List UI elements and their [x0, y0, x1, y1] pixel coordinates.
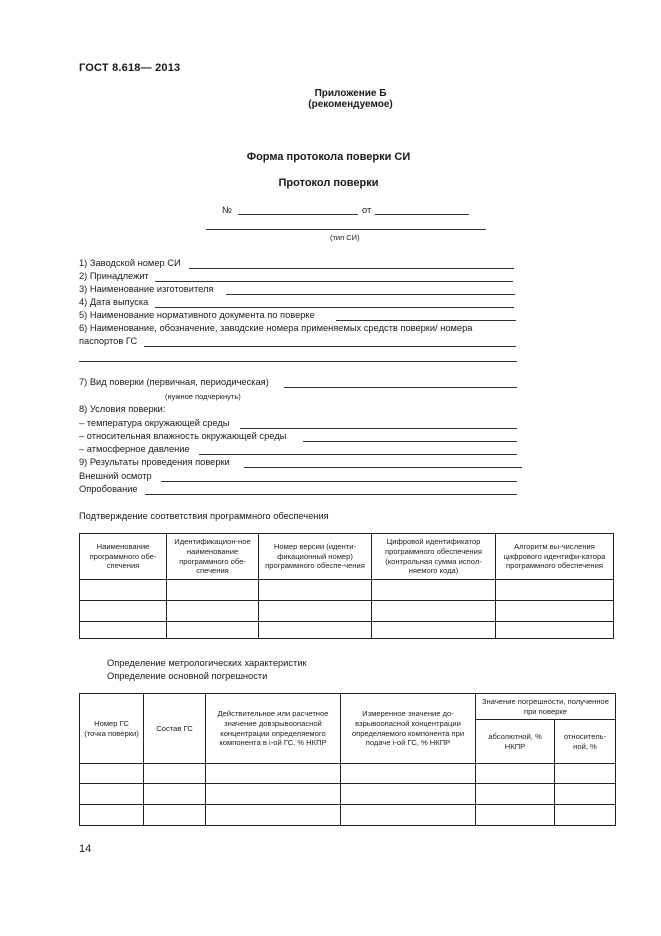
table-cell[interactable] — [80, 622, 167, 639]
table-cell[interactable] — [259, 580, 372, 601]
table-cell[interactable] — [372, 580, 496, 601]
table-cell[interactable] — [341, 805, 476, 826]
table-cell[interactable] — [555, 805, 616, 826]
field-humidity-input[interactable] — [303, 441, 517, 442]
table-cell[interactable] — [206, 764, 341, 784]
software-col-version: Номер версии (иденти-фикационный номер) программного обеспе-чения — [259, 534, 372, 580]
field-conditions-label: 8) Условия поверки: — [79, 404, 166, 414]
field-owner-label: 2) Принадлежит — [79, 271, 149, 281]
error-col-relative: относитель-ной, % — [555, 720, 616, 764]
form-title: Форма протокола поверки СИ — [246, 151, 411, 163]
table-cell[interactable] — [206, 805, 341, 826]
field-verification-type-input[interactable] — [284, 387, 517, 388]
field-testing-label: Опробование — [79, 484, 138, 494]
table-cell[interactable] — [80, 784, 144, 805]
page-number: 14 — [79, 843, 92, 855]
table-row — [80, 580, 614, 601]
field-pressure-input[interactable] — [199, 454, 517, 455]
error-col-measured-value: Измеренное значение до-взрывоопасной концентрации определяемого компонента при подаче i-ой ГС, % НКПР — [341, 694, 476, 764]
error-col-error-group: Значение погрешности, полученное при поверке — [476, 694, 616, 720]
annex-subtitle: (рекомендуемое) — [308, 99, 393, 110]
document-header: ГОСТ 8.618— 2013 — [79, 62, 181, 74]
table-cell[interactable] — [80, 601, 167, 622]
field-serial-input[interactable] — [189, 268, 514, 269]
software-table — [79, 533, 614, 639]
table-cell[interactable] — [555, 764, 616, 784]
table-row — [80, 784, 616, 805]
annex-title: Приложение Б — [314, 88, 387, 99]
field-temperature-label: – температура окружающей среды — [79, 418, 230, 428]
instrument-type-field[interactable] — [206, 229, 486, 230]
table-cell[interactable] — [80, 764, 144, 784]
field-results-label: 9) Результаты проведения поверки — [79, 457, 230, 467]
field-external-inspection-input[interactable] — [161, 481, 517, 482]
table-cell[interactable] — [555, 784, 616, 805]
field-testing-input[interactable] — [145, 494, 517, 495]
table-cell[interactable] — [372, 622, 496, 639]
number-field[interactable] — [238, 214, 358, 215]
field-external-inspection-label: Внешний осмотр — [79, 471, 152, 481]
basic-error-title: Определение основной погрешности — [107, 671, 268, 681]
table-cell[interactable] — [167, 601, 259, 622]
field-issue-date-input[interactable] — [155, 307, 514, 308]
table-cell[interactable] — [372, 601, 496, 622]
date-field[interactable] — [375, 214, 469, 215]
field-manufacturer-label: 3) Наименование изготовителя — [79, 284, 214, 294]
field-issue-date-label: 4) Дата выпуска — [79, 297, 149, 307]
table-cell[interactable] — [341, 764, 476, 784]
error-col-gs-composition: Состав ГС — [144, 694, 206, 764]
metrology-title: Определение метрологических характеристик — [107, 658, 307, 668]
software-section-title: Подтверждение соответствия программного обеспечения — [79, 511, 329, 521]
table-row — [80, 764, 616, 784]
table-cell[interactable] — [144, 764, 206, 784]
verification-type-hint: (нужное подчеркнуть) — [165, 392, 241, 401]
error-col-absolute: абсолютной, % НКПР — [476, 720, 555, 764]
table-cell[interactable] — [80, 805, 144, 826]
table-cell[interactable] — [476, 764, 555, 784]
error-col-gs-number: Номер ГС (точка поверки) — [80, 694, 144, 764]
software-col-algorithm: Алгоритм вы-числения цифрового идентифи-катора программного обеспечения — [496, 534, 614, 580]
table-cell[interactable] — [144, 805, 206, 826]
table-cell[interactable] — [80, 580, 167, 601]
type-hint: (тип СИ) — [330, 233, 360, 242]
field-verification-type-label: 7) Вид поверки (первичная, периодическая) — [79, 377, 269, 387]
table-cell[interactable] — [476, 805, 555, 826]
field-serial-label: 1) Заводской номер СИ — [79, 258, 181, 268]
table-row — [80, 622, 614, 639]
error-col-actual-value: Действительное или расчетное значение довзрывоопасной концентрации определяемого компонента в i-ой ГС, % НКПР — [206, 694, 341, 764]
from-label: от — [362, 205, 372, 215]
error-table — [79, 693, 616, 826]
field-passports-input[interactable] — [144, 346, 516, 347]
field-pressure-label: – атмосферное давление — [79, 444, 190, 454]
software-col-name: Наименование программного обе-спечения — [80, 534, 167, 580]
field-normative-doc-input[interactable] — [336, 320, 516, 321]
field-passports-extra-line[interactable] — [79, 361, 517, 362]
table-cell[interactable] — [206, 784, 341, 805]
field-humidity-label: – относительная влажность окружающей среды — [79, 431, 287, 441]
table-row — [80, 601, 614, 622]
software-col-digital-id: Цифровой идентификатор программного обеспечения (контрольная сумма испол-няемого кода) — [372, 534, 496, 580]
number-label: № — [222, 205, 232, 215]
field-manufacturer-input[interactable] — [226, 294, 515, 295]
field-results-input[interactable] — [244, 467, 522, 468]
table-cell[interactable] — [476, 784, 555, 805]
table-cell[interactable] — [496, 580, 614, 601]
table-cell[interactable] — [167, 622, 259, 639]
table-cell[interactable] — [167, 580, 259, 601]
table-cell[interactable] — [496, 601, 614, 622]
field-temperature-input[interactable] — [240, 428, 517, 429]
field-passports-label: паспортов ГС — [79, 336, 138, 346]
field-equipment-label: 6) Наименование, обозначение, заводские номера применяемых средств поверки/ номера — [79, 323, 473, 333]
software-col-id-name: Идентификацион-ное наименование программного обе-спечения — [167, 534, 259, 580]
field-normative-doc-label: 5) Наименование нормативного документа по поверке — [79, 310, 315, 320]
table-cell[interactable] — [259, 622, 372, 639]
table-cell[interactable] — [496, 622, 614, 639]
table-cell[interactable] — [341, 784, 476, 805]
table-row — [80, 805, 616, 826]
table-cell[interactable] — [259, 601, 372, 622]
table-cell[interactable] — [144, 784, 206, 805]
field-owner-input[interactable] — [155, 281, 513, 282]
protocol-title: Протокол поверки — [278, 177, 379, 189]
